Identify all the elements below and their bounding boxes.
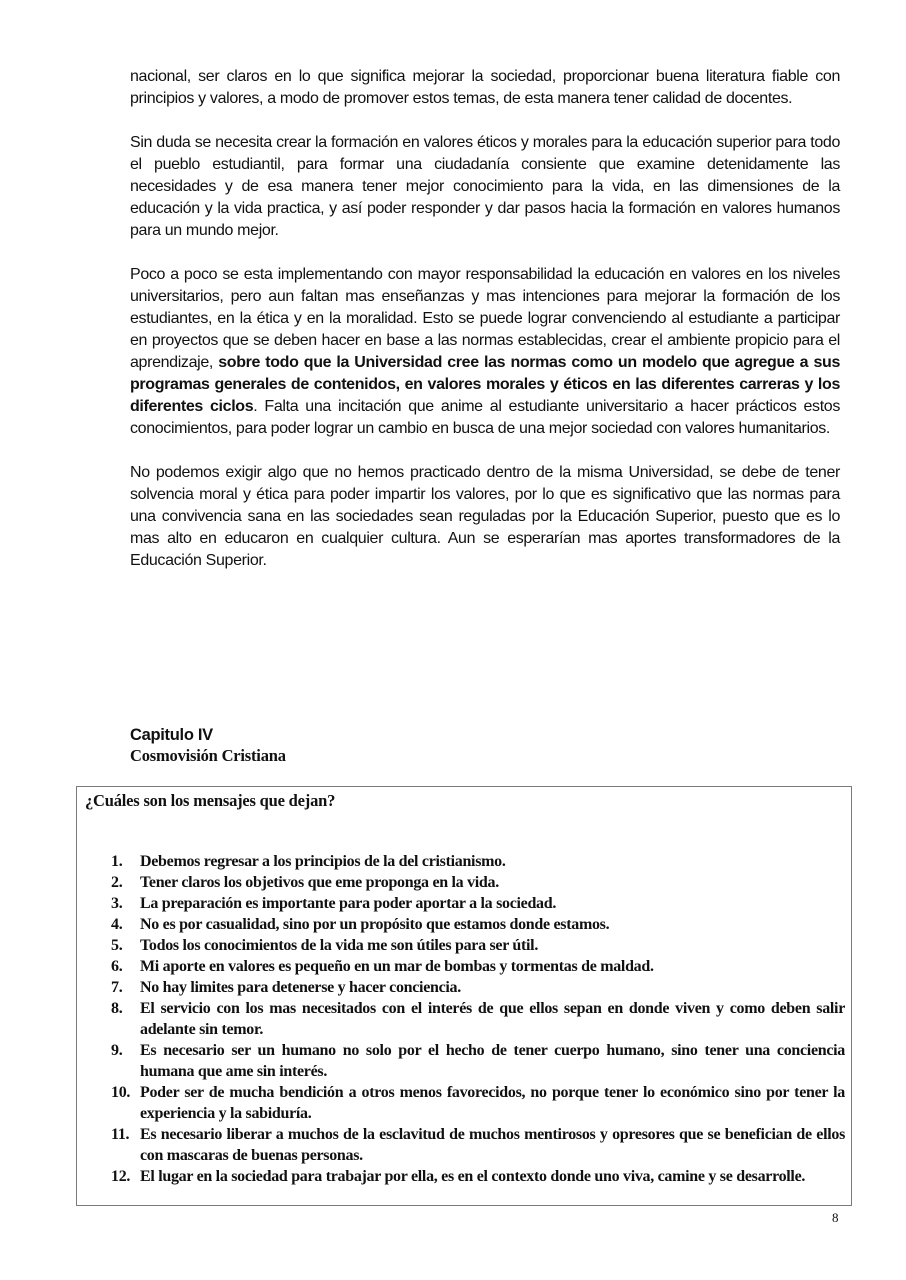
- list-number: 10.: [111, 1084, 131, 1101]
- list-text: Mi aporte en valores es pequeño en un mar de bombas y tormentas de maldad.: [140, 958, 654, 975]
- paragraph-3: [130, 264, 840, 440]
- list-text: El lugar en la sociedad para trabajar por ella, es en el contexto donde uno viva, camine y se desarrolle.: [140, 1168, 806, 1185]
- page-number: 8: [832, 1210, 839, 1225]
- paragraph-3-end: . Falta una incitación que anime al estudiante universitario a hacer prácticos estos conocimientos, para poder lograr un cambio en busca de una mejor sociedad con valores humanitarios.: [130, 398, 840, 437]
- list-item: [111, 872, 845, 893]
- list-item: [111, 914, 845, 935]
- list-text: La preparación es importante para poder aportar a la sociedad.: [140, 895, 557, 912]
- chapter-subtitle: Cosmovisión Cristiana: [130, 746, 286, 765]
- list-text: Tener claros los objetivos que eme proponga en la vida.: [140, 874, 499, 891]
- list-text: Es necesario ser un humano no solo por el hecho de tener cuerpo humano, sino tener una conciencia humana que ame sin interés.: [140, 1042, 845, 1080]
- list-item: [111, 1082, 845, 1124]
- list-number: 4.: [111, 916, 123, 933]
- list-text: Todos los conocimientos de la vida me son útiles para ser útil.: [140, 937, 539, 954]
- messages-question: ¿Cuáles son los mensajes que dejan?: [85, 791, 336, 810]
- list-number: 8.: [111, 1000, 123, 1017]
- list-item: [111, 1166, 845, 1187]
- list-item: [111, 893, 845, 914]
- list-number: 1.: [111, 853, 123, 870]
- list-item: [111, 935, 845, 956]
- list-number: 6.: [111, 958, 123, 975]
- chapter-title: Capitulo IV: [130, 726, 213, 744]
- list-text: El servicio con los mas necesitados con el interés de que ellos sepan en donde viven y como deben salir adelante sin temor.: [140, 1000, 845, 1038]
- list-item: [111, 1124, 845, 1166]
- list-number: 12.: [111, 1168, 131, 1185]
- list-text: No es por casualidad, sino por un propósito que estamos donde estamos.: [140, 916, 610, 933]
- list-item: [111, 1040, 845, 1082]
- list-number: 5.: [111, 937, 123, 954]
- chapter-heading: [130, 724, 286, 766]
- list-item: [111, 977, 845, 998]
- messages-list: [111, 851, 845, 1187]
- messages-box: [76, 786, 852, 1206]
- list-text: Debemos regresar a los principios de la del cristianismo.: [140, 853, 506, 870]
- list-number: 9.: [111, 1042, 123, 1059]
- list-item: [111, 956, 845, 977]
- list-item: [111, 851, 845, 872]
- paragraph-2: Sin duda se necesita crear la formación en valores éticos y morales para la educación superior para todo el pueblo estudiantil, para formar una ciudadanía consiente que examine detenidamente las necesidades y de esa manera tener mejor conocimiento para la vida, en las dimensiones de la educación y la vida practica, y así poder responder y dar pasos hacia la formación en valores humanos para un mundo mejor.: [130, 134, 840, 239]
- list-number: 7.: [111, 979, 123, 996]
- list-item: [111, 998, 845, 1040]
- list-number: 3.: [111, 895, 123, 912]
- paragraph-1: nacional, ser claros en lo que significa mejorar la sociedad, proporcionar buena literatura fiable con principios y valores, a modo de promover estos temas, de esta manera tener calidad de docentes.: [130, 68, 840, 107]
- list-number: 2.: [111, 874, 123, 891]
- paragraph-3-start: Poco a poco se esta implementando con mayor responsabilidad la educación en valores en los niveles universitarios, pero aun faltan mas enseñanzas y mas intenciones para mejorar la formación de los estudiantes, en la ética y en la moralidad. Esto se puede lograr convenciendo al estudiante a participar en proyectos que se deben hacer en base a las normas establecidas, crear el ambiente propicio para el aprendizaje,: [130, 266, 840, 371]
- list-text: Es necesario liberar a muchos de la esclavitud de muchos mentirosos y opresores que se benefician de ellos con mascaras de buenas personas.: [140, 1126, 845, 1164]
- paragraph-3-emphasis: sobre todo que la Universidad cree las normas como un modelo que agregue a sus programas generales de contenidos, en valores morales y éticos en las diferentes carreras y los diferentes ciclos: [130, 354, 840, 415]
- body-text: [130, 66, 840, 594]
- list-number: 11.: [111, 1126, 130, 1143]
- paragraph-4: No podemos exigir algo que no hemos practicado dentro de la misma Universidad, se debe de tener solvencia moral y ética para poder impartir los valores, por lo que es significativo que las normas para una convivencia sana en las sociedades sean reguladas por la Educación Superior, puesto que es lo mas alto en educaron en cualquier cultura. Aun se esperarían mas aportes transformadores de la Educación Superior.: [130, 464, 840, 569]
- list-text: Poder ser de mucha bendición a otros menos favorecidos, no porque tener lo económico sino por tener la experiencia y la sabiduría.: [140, 1084, 845, 1122]
- list-text: No hay limites para detenerse y hacer conciencia.: [140, 979, 461, 996]
